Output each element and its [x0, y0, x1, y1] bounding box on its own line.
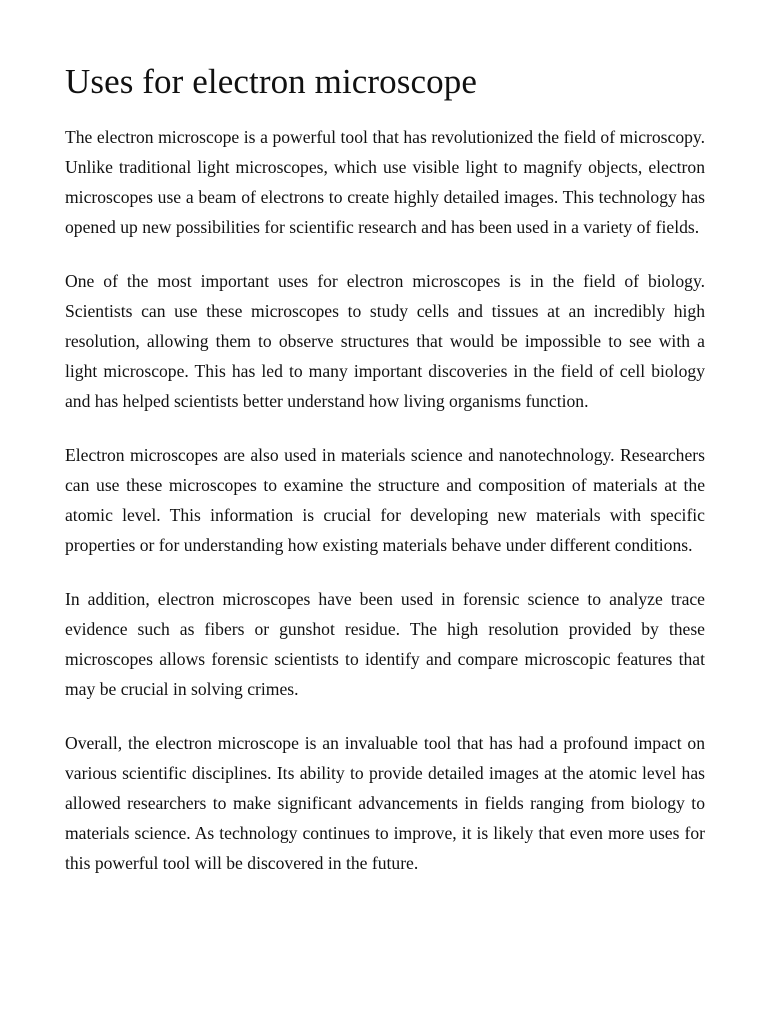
paragraph-intro: The electron microscope is a powerful tool that has revolutionized the field of microscopy. Unlike traditional light microscopes, which use visible light to magnify objects, electron microscopes use a beam of electrons to create highly detailed images. This technology has opened up new possibilities for scientific research and has been used in a variety of fields. [65, 127, 705, 237]
page-title: Uses for electron microscope [65, 62, 477, 101]
paragraph-forensic-science: In addition, electron microscopes have been used in forensic science to analyze trace evidence such as fibers or gunshot residue. The high resolution provided by these microscopes allows forensic scientists to identify and compare microscopic features that may be crucial in solving crimes. [65, 589, 705, 699]
paragraph-biology: One of the most important uses for electron microscopes is in the field of biology. Scientists can use these microscopes to study cells and tissues at an incredibly high resolution, allowing them to observe structures that would be impossible to see with a light microscope. This has led to many important discoveries in the field of cell biology and has helped scientists better understand how living organisms function. [65, 271, 705, 411]
paragraph-conclusion: Overall, the electron microscope is an invaluable tool that has had a profound impact on various scientific disciplines. Its ability to provide detailed images at the atomic level has allowed researchers to make significant advancements in fields ranging from biology to materials science. As technology continues to improve, it is likely that even more uses for this powerful tool will be discovered in the future. [65, 733, 705, 873]
document-page [65, 56, 705, 902]
paragraph-materials-science: Electron microscopes are also used in materials science and nanotechnology. Researchers can use these microscopes to examine the structure and composition of materials at the atomic level. This information is crucial for developing new materials with specific properties or for understanding how existing materials behave under different conditions. [65, 445, 705, 555]
